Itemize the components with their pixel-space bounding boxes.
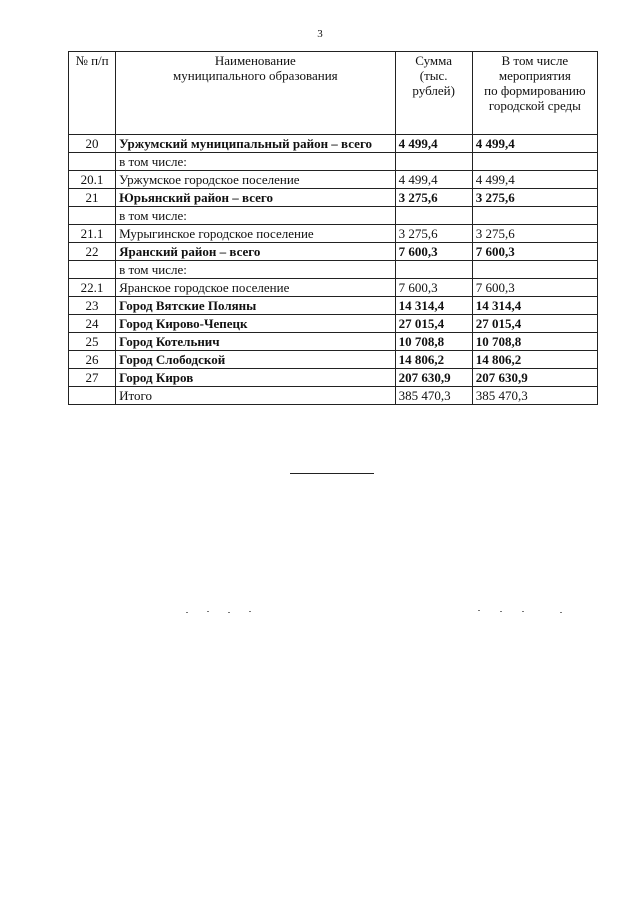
row-name-cell: в том числе: [116, 261, 396, 279]
row-name-cell: Итого [116, 387, 396, 405]
table-row [69, 243, 598, 261]
row-number-cell [69, 153, 116, 171]
row-number-cell: 20 [69, 135, 116, 153]
table-body [69, 135, 598, 405]
scan-speck [500, 611, 502, 612]
row-env-cell: 385 470,3 [472, 387, 597, 405]
scan-speck [560, 612, 562, 613]
header-sum-line: Сумма [415, 53, 453, 68]
row-env-cell: 7 600,3 [472, 279, 597, 297]
header-env-line: городской среды [488, 98, 581, 113]
row-number-cell: 21 [69, 189, 116, 207]
row-number-cell: 21.1 [69, 225, 116, 243]
table-row [69, 153, 598, 171]
row-sum-cell: 207 630,9 [395, 369, 472, 387]
row-number-cell: 27 [69, 369, 116, 387]
row-name-cell: Уржумское городское поселение [116, 171, 396, 189]
separator-line [290, 473, 374, 474]
row-sum-cell: 10 708,8 [395, 333, 472, 351]
row-sum-cell: 4 499,4 [395, 171, 472, 189]
row-name-cell: Город Котельнич [116, 333, 396, 351]
header-urban-environment [472, 52, 597, 135]
row-sum-cell: 14 314,4 [395, 297, 472, 315]
table-row [69, 135, 598, 153]
header-env-line: В том числе [501, 53, 569, 68]
header-env-line: мероприятия [498, 68, 571, 83]
header-sum-line: (тыс. [419, 68, 448, 83]
row-sum-cell: 14 806,2 [395, 351, 472, 369]
table-row [69, 297, 598, 315]
row-env-cell [472, 207, 597, 225]
scan-speck [249, 611, 251, 612]
row-number-cell: 24 [69, 315, 116, 333]
row-env-cell: 10 708,8 [472, 333, 597, 351]
row-sum-cell: 27 015,4 [395, 315, 472, 333]
row-number-cell: 26 [69, 351, 116, 369]
row-name-cell: Юрьянский район – всего [116, 189, 396, 207]
row-name-cell: в том числе: [116, 153, 396, 171]
table-row [69, 225, 598, 243]
header-sum [395, 52, 472, 135]
row-env-cell: 14 806,2 [472, 351, 597, 369]
scan-speck [228, 612, 230, 613]
row-sum-cell [395, 153, 472, 171]
row-name-cell: Город Слободской [116, 351, 396, 369]
row-number-cell [69, 207, 116, 225]
table-row [69, 171, 598, 189]
header-municipality-line: муниципального образования [173, 68, 338, 83]
table-row [69, 189, 598, 207]
row-env-cell: 3 275,6 [472, 225, 597, 243]
scan-speck [522, 611, 524, 612]
row-sum-cell [395, 207, 472, 225]
row-name-cell: Город Кирово-Чепецк [116, 315, 396, 333]
header-municipality [116, 52, 396, 135]
table-row [69, 333, 598, 351]
row-number-cell [69, 261, 116, 279]
row-number-cell: 25 [69, 333, 116, 351]
page-number: 3 [317, 28, 323, 40]
row-name-cell: Яранское городское поселение [116, 279, 396, 297]
row-env-cell: 207 630,9 [472, 369, 597, 387]
table-row [69, 261, 598, 279]
row-env-cell: 27 015,4 [472, 315, 597, 333]
row-sum-cell: 4 499,4 [395, 135, 472, 153]
budget-table [68, 51, 598, 405]
row-env-cell: 14 314,4 [472, 297, 597, 315]
row-sum-cell: 7 600,3 [395, 279, 472, 297]
row-number-cell: 22.1 [69, 279, 116, 297]
row-name-cell: Город Киров [116, 369, 396, 387]
row-sum-cell [395, 261, 472, 279]
table-header-row [69, 52, 598, 135]
table-row [69, 351, 598, 369]
row-name-cell: Мурыгинское городское поселение [116, 225, 396, 243]
table-row [69, 315, 598, 333]
table-row [69, 387, 598, 405]
row-name-cell: Город Вятские Поляны [116, 297, 396, 315]
row-name-cell: в том числе: [116, 207, 396, 225]
row-env-cell [472, 153, 597, 171]
row-number-cell: 22 [69, 243, 116, 261]
table-row [69, 369, 598, 387]
header-number: № п/п [69, 52, 116, 135]
row-sum-cell: 385 470,3 [395, 387, 472, 405]
scan-speck [207, 611, 209, 612]
table-row [69, 207, 598, 225]
table-row [69, 279, 598, 297]
row-env-cell: 4 499,4 [472, 171, 597, 189]
row-env-cell: 3 275,6 [472, 189, 597, 207]
row-sum-cell: 7 600,3 [395, 243, 472, 261]
scan-speck [478, 610, 480, 611]
row-number-cell [69, 387, 116, 405]
row-sum-cell: 3 275,6 [395, 189, 472, 207]
scan-speck [186, 612, 188, 613]
row-number-cell: 23 [69, 297, 116, 315]
row-number-cell: 20.1 [69, 171, 116, 189]
row-env-cell [472, 261, 597, 279]
row-env-cell: 4 499,4 [472, 135, 597, 153]
row-name-cell: Уржумский муниципальный район – всего [116, 135, 396, 153]
header-municipality-line: Наименование [214, 53, 296, 68]
row-name-cell: Яранский район – всего [116, 243, 396, 261]
row-env-cell: 7 600,3 [472, 243, 597, 261]
header-sum-line: рублей) [412, 83, 455, 98]
header-env-line: по формированию [484, 83, 586, 98]
row-sum-cell: 3 275,6 [395, 225, 472, 243]
